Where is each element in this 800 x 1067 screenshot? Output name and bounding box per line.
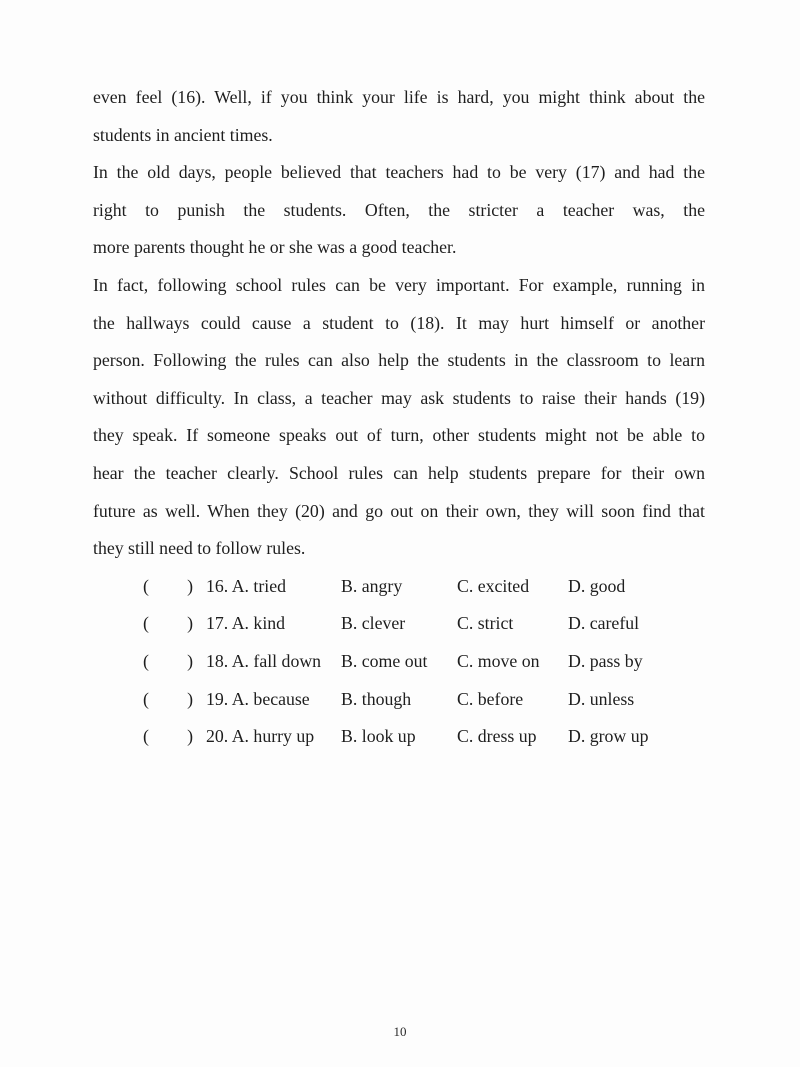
passage-line: In the old days, people believed that teachers had to be very (17) and had the [93, 162, 705, 183]
answer-blank [143, 568, 193, 606]
option-c: C. move on [457, 650, 540, 671]
option-c: C. excited [457, 575, 530, 596]
question-row-18 [93, 643, 705, 681]
question-row-20 [93, 718, 705, 756]
passage-line: students in ancient times. [93, 124, 273, 145]
paren-open: ( [143, 613, 149, 634]
option-b: B. look up [341, 726, 416, 747]
passage [93, 79, 705, 756]
option-d: D. pass by [568, 650, 643, 671]
option-c: C. before [457, 688, 524, 709]
question-row-16 [93, 568, 705, 606]
paren-close: ) [187, 650, 193, 671]
passage-line: future as well. When they (20) and go out on their own, they will soon find that [93, 500, 705, 521]
option-b: B. come out [341, 650, 428, 671]
question-number-option-a: 17. A. kind [206, 613, 286, 634]
paren-open: ( [143, 726, 149, 747]
paren-close: ) [187, 688, 193, 709]
passage-line: without difficulty. In class, a teacher may ask students to raise their hands (19) [93, 387, 705, 408]
paren-close: ) [187, 575, 193, 596]
question-number-option-a: 16. A. tried [206, 575, 287, 596]
option-b: B. clever [341, 613, 406, 634]
option-c: C. dress up [457, 726, 537, 747]
option-b: B. angry [341, 575, 403, 596]
option-c: C. strict [457, 613, 514, 634]
passage-line: right to punish the students. Often, the stricter a teacher was, the [93, 199, 705, 220]
answer-blank [143, 605, 193, 643]
page-number: 10 [393, 1024, 407, 1039]
answer-blank [143, 718, 193, 756]
passage-line: the hallways could cause a student to (18). It may hurt himself or another [93, 312, 705, 333]
passage-line: they still need to follow rules. [93, 538, 306, 559]
passage-line: they speak. If someone speaks out of turn, other students might not be able to [93, 425, 705, 446]
question-row-19 [93, 681, 705, 719]
option-d: D. grow up [568, 726, 649, 747]
option-d: D. careful [568, 613, 640, 634]
option-b: B. though [341, 688, 412, 709]
question-list [93, 568, 705, 756]
question-number-option-a: 18. A. fall down [206, 650, 322, 671]
option-d: D. good [568, 575, 626, 596]
question-number-option-a: 19. A. because [206, 688, 310, 709]
paren-open: ( [143, 650, 149, 671]
passage-line: In fact, following school rules can be very important. For example, running in [93, 274, 705, 295]
paren-close: ) [187, 613, 193, 634]
passage-line: more parents thought he or she was a good teacher. [93, 237, 457, 258]
passage-line: person. Following the rules can also help the students in the classroom to learn [93, 350, 705, 371]
answer-blank [143, 643, 193, 681]
question-number-option-a: 20. A. hurry up [206, 726, 315, 747]
paren-close: ) [187, 726, 193, 747]
option-d: D. unless [568, 688, 635, 709]
question-row-17 [93, 605, 705, 643]
passage-line: hear the teacher clearly. School rules can help students prepare for their own [93, 462, 705, 483]
passage-line: even feel (16). Well, if you think your life is hard, you might think about the [93, 87, 705, 107]
paren-open: ( [143, 688, 149, 709]
paren-open: ( [143, 575, 149, 596]
answer-blank [143, 681, 193, 719]
